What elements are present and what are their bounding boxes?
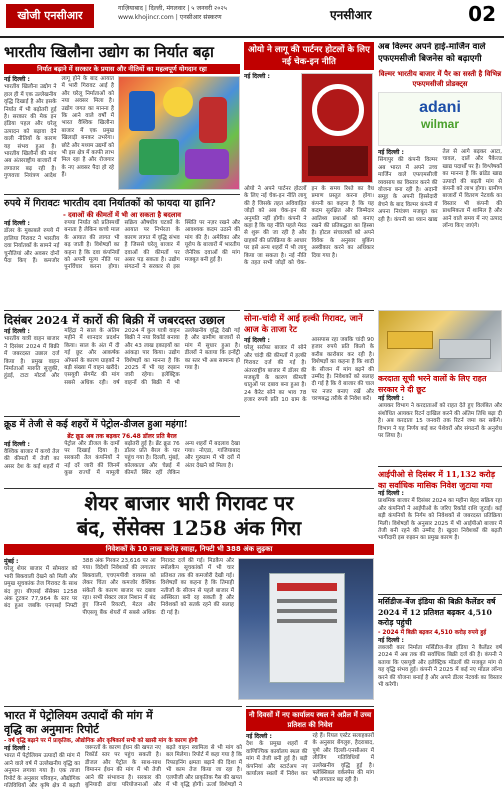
article-subhead: - 2024 में बिक्री बढ़कर 4,510 करोड़ रुपये हुई: [378, 629, 487, 636]
article-byline: नई दिल्ली :: [378, 149, 404, 156]
article-subhead: निवेशकों के 10 लाख करोड़ स्वाहा, निफ्टी भी 388 अंक लुढ़का: [4, 544, 374, 555]
article-text: ओयो ने अपने पार्टनर होटलों के लिए नई चेक-इन नीति लागू की है जिसके तहत अविवाहित जोड़ों को अब चेक-इन की अनुमति नहीं होगी। कंपनी ने कहा है कि यह नीति पहले मेरठ से शुरू की जा रही है और ग्राहकों की प्रतिक्रिया के आधार पर इसे अन्य शहरों में भी लागू किया जा सकता है। नई नीति के तहत सभी जोड़ों को चेक-इन के समय रिश्ते का वैध प्रमाण प्रस्तुत करना होगा। कंपनी का कहना है कि यह कदम सुरक्षित और जिम्मेदार आतिथ्य प्रथाओं को बनाए रखने की प्रतिबद्धता का हिस्सा है। होटल संचालकों को अपने विवेक के अनुसार बुकिंग अस्वीकार करने का अधिकार दिया गया है।: [244, 186, 374, 267]
article-cars: [4, 310, 240, 414]
logo-sub: wilmar: [420, 117, 459, 131]
article-subhead: - वर्ष वृद्धि बढ़ाने पर में प्राकृतिक, औद्योगिक और कृषिकार्य सभी को खासी मांग के कारण होगी: [4, 738, 198, 744]
article-body: [4, 745, 242, 791]
article-subhead: निर्यात बढ़ाने में सरकार के प्रयास और नीतियों का महत्वपूर्ण योगदान रहा: [4, 64, 240, 74]
article-headline: आईपीओ से दिसंबर में 11,132 करोड़ का सर्वाधिक मासिक निवेश जुटाया गया: [378, 469, 495, 490]
article-byline: नई दिल्ली :: [4, 220, 30, 227]
header-edition: www.khojincr.com | एनसीआर संस्करण: [118, 14, 222, 21]
article-text: घरेलू सर्राफा बाजार में सोने और चांदी की कीमतों में हल्की गिरावट दर्ज की गई है। अंतरराष्ट्रीय बाजार में डॉलर की मजबूती के कारण कीमती धातुओं पर दबाव बना हुआ है। 24 कैरेट सोने का भाव 78 हजार रुपये प्रति 10 ग्राम के आसपास रहा जबकि चांदी 90 हजार रुपये प्रति किलो के करीब कारोबार कर रही है। विशेषज्ञों का कहना है कि शादी के सीजन में मांग बढ़ने की उम्मीद है। निवेशकों को सलाह दी गई है कि वे बाजार की चाल पर नजर बनाए रखें और चरणबद्ध तरीके से निवेश करें।: [244, 337, 374, 404]
article-headline: सोना-चांदी में आई हल्की गिरावट, जानें आज के ताजा रेट: [244, 313, 363, 334]
masthead-logo: खोजी एनसीआर: [6, 4, 94, 28]
article-body: [378, 395, 502, 461]
article-text: डॉलर के मुकाबले रुपये में हालिया गिरावट ने भारतीय दवा निर्यातकों के सामने नई चुनौतियां और अवसर दोनों पैदा किए हैं। कमजोर रुपया निर्यात को प्रतिस्पर्धी बनाता है लेकिन कच्चे माल के आयात की लागत भी बढ़ जाती है। विशेषज्ञों का कहना है कि दवा कंपनियों को अपनी मूल्य नीति पर पुनर्विचार करना होगा। सक्रिय औषधीय घटकों के आयात पर निर्भरता के कारण लागत में वृद्धि संभव है जिससे घरेलू बाजार में दवाओं की कीमतों पर असर पड़ सकता है। उद्योग संगठनों ने सरकार से इस स्थिति पर नज़र रखने और आवश्यक कदम उठाने की मांग की है। अमेरिका और यूरोप के बाजारों में भारतीय जेनेरिक दवाओं की मांग मजबूत बनी हुई है।: [4, 220, 240, 271]
article-mercedes: [378, 594, 502, 798]
article-byline: नई दिल्ली :: [378, 636, 404, 644]
article-body: [4, 328, 240, 412]
article-market: [4, 488, 374, 704]
article-headline-line1: भारत में पेट्रोलियम उत्पादों की मांग में: [4, 709, 153, 722]
article-body: [244, 186, 374, 308]
section-name: एनसीआर: [330, 8, 372, 22]
article-rupee: [4, 194, 240, 306]
article-text: लक्जरी कार निर्माता मर्सिडीज-बेंज इंडिया ने कैलेंडर वर्ष 2024 में अब तक की सर्वाधिक बिक्री दर्ज की है। कंपनी ने बताया कि एसयूवी और इलेक्ट्रिक मॉडलों की मजबूत मांग से यह वृद्धि संभव हुई। कंपनी ने 2025 में कई नए मॉडल लॉन्च करने की योजना बनाई है और अपने डीलर नेटवर्क का विस्तार भी करेगी।: [378, 644, 502, 688]
article-body: [244, 337, 374, 464]
article-body: [4, 220, 240, 304]
article-headline-line2: बंद, सेंसेक्स 1258 अंक गिरा: [76, 516, 302, 540]
oyo-photo: [301, 73, 373, 183]
article-text: घरेलू शेयर बाजार में सोमवार को भारी बिकवाली देखने को मिली और प्रमुख सूचकांक तेज गिरावट के साथ बंद हुए। बीएसई सेंसेक्स 1258 अंक टूटकर 77,964 के स्तर पर बंद हुआ जबकि एनएसई निफ्टी 388 अंक गिरकर 23,616 पर आ गया। विदेशी निवेशकों की लगातार बिकवाली, एचएमपीवी वायरस को लेकर चिंता और कमजोर वैश्विक संकेतों के कारण बाजार पर दबाव रहा। सभी सेक्टर लाल निशान में बंद हुए जिनमें रियल्टी, मेटल और पीएसयू बैंक शेयरों में सबसे अधिक गिरावट दर्ज की गई। मिडकैप और स्मॉलकैप सूचकांकों में भी चार प्रतिशत तक की कमजोरी देखी गई। विशेषज्ञों का कहना है कि तिमाही नतीजों के सीजन से पहले बाजार में अस्थिरता बनी रह सकती है और निवेशकों को सतर्क रहने की सलाह दी गई है।: [4, 558, 234, 616]
article-byline: नई दिल्ली :: [244, 337, 270, 344]
article-headline-line2: वृद्धि का अनुमानः रिपोर्ट: [4, 723, 99, 736]
article-oyo: [244, 42, 374, 308]
article-body: [4, 441, 240, 481]
article-byline: नई दिल्ली :: [244, 73, 270, 80]
article-byline: नई दिल्ली :: [246, 733, 272, 740]
page-header: [0, 0, 504, 38]
article-crude: [4, 416, 240, 486]
article-subhead: - दवाओं की कीमतों में भी आ सकता है बदलाव: [62, 211, 182, 219]
article-gold: [244, 310, 374, 464]
article-body: [4, 558, 234, 700]
article-body: [378, 490, 502, 574]
article-text: भारत में पेट्रोलियम उत्पादों की मांग में आने वाले वर्ष में उल्लेखनीय वृद्धि का अनुमान लगाया गया है। एक ताजा रिपोर्ट के अनुसार परिवहन, औद्योगिक गतिविधियों और कृषि क्षेत्र में बढ़ती जरूरतों के कारण ईंधन की खपत नए रिकॉर्ड स्तर पर पहुंच सकती है। डीजल और पेट्रोल के साथ-साथ विमानन ईंधन की मांग में भी तेजी आने की संभावना है। सरकार की बुनियादी ढांचा परियोजनाओं और बढ़ते वाहन स्वामित्व से भी मांग को बल मिलेगा। रिपोर्ट में कहा गया है कि रिफाइनिंग क्षमता बढ़ाने की दिशा में भी काम तेज किया जा रहा है। एलपीजी और प्राकृतिक गैस की खपत में भी वृद्धि होगी। ऊर्जा विशेषज्ञों ने: [4, 745, 242, 790]
article-text: प्राथमिक बाजार में दिसंबर 2024 का महीना बेहद सक्रिय रहा और कंपनियों ने आईपीओ के जरिए रिकॉर्ड राशि जुटाई। कई बड़ी कंपनियों के निर्गम को निवेशकों से जबरदस्त प्रतिक्रिया मिली। विशेषज्ञों के अनुसार 2025 में भी आईपीओ बाजार में तेजी बनी रहने की उम्मीद है। खुदरा निवेशकों की बढ़ती भागीदारी इस रुझान का प्रमुख कारण है।: [378, 498, 502, 542]
article-office-space: [246, 706, 374, 798]
article-byline: नई दिल्ली :: [4, 745, 30, 752]
article-wilmar: [378, 42, 502, 308]
adani-wilmar-logo: [378, 92, 502, 146]
gold-silver-photo: [378, 310, 502, 372]
article-byline: नई दिल्ली :: [4, 76, 30, 83]
article-headline: क्रूड में तेजी से कई शहरों में पेट्रोल-डीजल हुआ महंगा!: [4, 419, 188, 430]
stock-exchange-photo: [238, 558, 374, 700]
article-byline: नई दिल्ली :: [4, 328, 30, 335]
article-body-top: [244, 73, 298, 183]
article-headline-line1: शेयर बाजार भारी गिरावट पर: [84, 491, 294, 515]
article-text: वैश्विक बाजार में कच्चे तेल की कीमतों में तेजी का असर देश के कई शहरों में पेट्रोल और डीजल के दामों पर दिखाई दिया है। सरकारी तेल कंपनियों ने नई दरें जारी कीं जिनमें कुछ राज्यों में मामूली बढ़ोतरी हुई है। ब्रेंट क्रूड 76 डॉलर प्रति बैरल के पार पहुंच गया है। दिल्ली, मुंबई, कोलकाता और चेन्नई में कीमतें स्थिर रहीं लेकिन अन्य शहरों में बदलाव देखा गया। नोएडा, गाजियाबाद और गुरुग्राम में भी दरों में अंतर देखने को मिला है।: [4, 440, 240, 477]
article-text: भारतीय खिलौना उद्योग ने हाल ही में एक उल्लेखनीय वृद्धि दिखाई है और इसके निर्यात में भी बढ़ोतरी हुई है। सरकार की मेक इन इंडिया पहल और घरेलू उत्पादन को बढ़ावा देने वाली नीतियों के कारण यह संभव हुआ है। भारतीय खिलौनों की मांग अब अंतरराष्ट्रीय बाजारों में लगातार बढ़ रही है। गुणवत्ता नियंत्रण आदेश लागू होने के बाद आयात में भारी गिरावट आई है और घरेलू निर्माताओं को नया अवसर मिला है। उद्योग जगत का मानना है कि आने वाले वर्षों में भारत वैश्विक खिलौना बाजार में एक प्रमुख खिलाड़ी बनकर उभरेगा। छोटे और मध्यम उद्यमों को भी इस क्षेत्र में काफी लाभ मिल रहा है और रोजगार के नए अवसर पैदा हो रहे हैं।: [4, 76, 114, 180]
logo-word: adani: [419, 99, 461, 116]
article-text: देश के प्रमुख शहरों में वाणिज्यिक कार्यालय स्थल की मांग में तेजी बनी हुई है। बड़ी कंपनियां और स्टार्टअप नए कार्यालय स्थलों में निवेश कर रहे हैं। रियल एस्टेट सलाहकारों के अनुसार बेंगलुरु, हैदराबाद, पुणे और दिल्ली-एनसीआर में लीजिंग गतिविधियों में उल्लेखनीय वृद्धि हुई है। फ्लेक्सिबल वर्कस्पेस की मांग भी लगातार बढ़ रही है।: [246, 733, 374, 784]
article-karam: [378, 310, 502, 464]
article-byline: नई दिल्ली :: [378, 395, 404, 402]
article-headline: करदाता सूची भरने वालों के लिए राहत सरकार ने दी छूट: [378, 374, 487, 394]
article-headline: अब विल्मर अपने हाई-मार्जिन वाले एफएमसीजी बिजनेस को बढ़ाएगी: [378, 42, 486, 64]
header-dateline: [118, 4, 358, 22]
article-text: आयकर विभाग ने करदाताओं को राहत देते हुए विलंबित और संशोधित आयकर रिटर्न दाखिल करने की अंतिम तिथि बढ़ा दी है। अब करदाता 15 जनवरी तक रिटर्न जमा कर सकेंगे। विभाग ने यह निर्णय कई कर पेशेवरों और संगठनों के अनुरोध पर लिया है।: [378, 403, 502, 440]
header-date: गाज़ियाबाद | दिल्ली, मंगलवार | ५ जनवरी २०२५: [118, 5, 227, 12]
article-toys: [4, 42, 240, 192]
page-number: 02: [468, 2, 496, 26]
article-headline: नौ दिवसों में नए कार्यालय स्थल ने अप्रैल में उच्च प्रतिशत की निवेश: [246, 709, 374, 731]
article-byline: मुंबई :: [4, 558, 19, 565]
article-headline: रुपये में गिरावटः भारतीय दवा निर्यातकों को फायदा या हानि?: [4, 198, 216, 209]
article-body: [246, 733, 374, 793]
article-headline: दिसंबर 2024 में कारों की बिक्री में जबरदस्त उछाल: [4, 313, 225, 327]
toys-photo: [118, 76, 240, 190]
article-body: [378, 637, 502, 777]
article-headline: ओयो ने लागू की पार्टनर होटलों के लिए नई चेक-इन नीति: [244, 42, 374, 70]
article-byline: नई दिल्ली :: [4, 440, 30, 448]
article-body: [4, 76, 114, 190]
article-text: सिंगापुर की कंपनी विल्मर अब भारत में अपने उच्च मार्जिन वाले एफएमसीजी व्यवसाय का विस्तार करने की योजना बना रही है। अदानी समूह के अपनी हिस्सेदारी बेचने के बाद विल्मर कंपनी में अपना नियंत्रण मजबूत कर रही है। कंपनी का ध्यान खाद्य तेल से आगे बढ़कर आटा, चावल, दालें और पैकेज्ड खाद्य पदार्थों पर है। विश्लेषकों का मानना है कि ब्रांडेड खाद्य उत्पादों की बढ़ती मांग से कंपनी को लाभ होगा। ग्रामीण बाजारों में वितरण नेटवर्क का विस्तार भी कंपनी की प्राथमिकता में शामिल है और आने वाले समय में नए उत्पाद लॉन्च किए जाएंगे।: [378, 149, 502, 230]
article-ipo: [378, 466, 502, 592]
article-byline: नई दिल्ली :: [378, 490, 404, 497]
article-body: [378, 149, 502, 308]
article-subhead: ब्रेंट क्रूड अब तक बढ़कर 76.48 डॉलर प्रति बैरल: [67, 432, 177, 440]
article-petroleum: [4, 706, 242, 798]
article-headline: मर्सिडीज-बेंज इंडिया की बिक्री कैलेंडर वर्ष 2024 में 12 प्रतिशत बढ़कर 4,510 करोड़ पहुंची: [378, 597, 496, 627]
article-headline: भारतीय खिलौना उद्योग का निर्यात बढ़ा: [4, 43, 214, 61]
article-text: भारतीय यात्री वाहन बाजार ने दिसंबर 2024 में बिक्री में जबरदस्त उछाल दर्ज किया है। प्रमुख वाहन निर्माताओं मारुति सुजुकी, हुंडई, टाटा मोटर्स और महिंद्रा ने साल के अंतिम महीने में शानदार प्रदर्शन किया। साल के अंत में दी गई छूट और आकर्षक ऑफर्स के कारण ग्राहकों ने बड़ी संख्या में वाहन खरीदे। एसयूवी सेगमेंट की मांग सबसे अधिक रही। वर्ष 2024 में कुल यात्री वाहन बिक्री ने नया रिकॉर्ड बनाया और 43 लाख इकाइयों का आंकड़ा पार किया। उद्योग विशेषज्ञों का मानना है कि 2025 में भी यह रुझान जारी रहेगा। इलेक्ट्रिक वाहनों की बिक्री में भी उल्लेखनीय वृद्धि देखी गई है और ग्रामीण बाजारों से मांग में सुधार हुआ है। डीलरों ने बताया कि इन्वेंट्री का स्तर भी अब सामान्य हो गया है।: [4, 328, 240, 386]
article-subhead: विल्मर भारतीय बाजार में पैर का सस्ती है विभिन्न एफएमसीजी प्रोडक्ट्स: [378, 70, 502, 88]
